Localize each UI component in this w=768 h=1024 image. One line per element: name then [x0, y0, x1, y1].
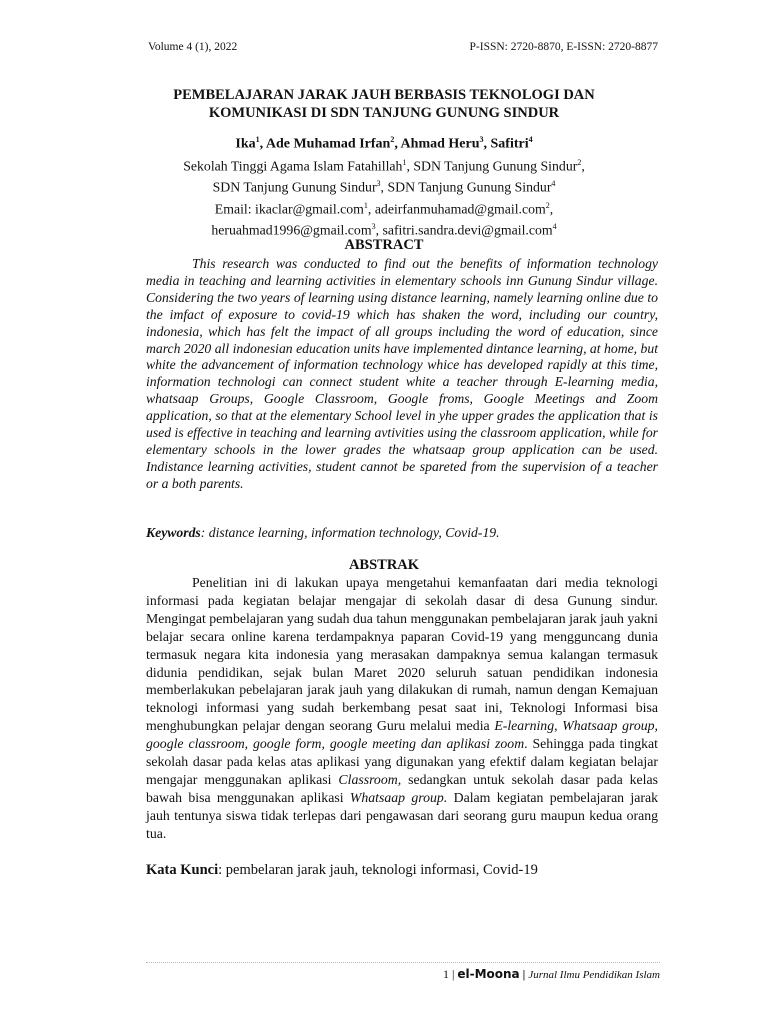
issn-header: P-ISSN: 2720-8870, E-ISSN: 2720-8877 [469, 41, 658, 53]
author-sup: 3 [479, 135, 484, 144]
email-address: heruahmad1996@gmail.com [211, 222, 372, 238]
author-name: Ade Muhamad Irfan [265, 136, 391, 152]
volume-header: Volume 4 (1), 2022 [148, 41, 238, 53]
email-address: safitri.sandra.devi@gmail.com [382, 222, 553, 238]
title-line-1: PEMBELAJARAN JARAK JAUH BERBASIS TEKNOLOGI DAN [173, 87, 595, 103]
email-label: Email: [214, 201, 252, 217]
author-sup: 2 [390, 135, 395, 144]
author-name: Safitri [490, 136, 529, 152]
keywords-label: Keywords [146, 525, 201, 540]
affiliation: Sekolah Tinggi Agama Islam Fatahillah [183, 158, 403, 174]
email-address: ikaclar@gmail.com [255, 201, 364, 217]
abstrak-heading: ABSTRAK [348, 557, 420, 573]
affiliation: SDN Tanjung Gunung Sindur [387, 179, 552, 195]
email-line-2: heruahmad1996@gmail.com$^3$, safitri.sandra.devi@gmail.com$^4$ [211, 222, 557, 238]
kata-kunci-label: Kata Kunci [146, 862, 219, 878]
keywords [146, 525, 500, 541]
email-line-1: Email: ikaclar@gmail.com$^1$, adeirfanmuhamad@gmail.com$^2$, [214, 200, 554, 217]
kata-kunci-text: : pembelaran jarak jauh, teknologi informasi, Covid-19 [218, 862, 538, 878]
abstract-heading: ABSTRACT [344, 237, 424, 253]
abstract-text: This research was conducted to find out the benefits of information technology media in teaching and learning activities in elementary schools inn Gunung Sindur village. Considering the two years of learning using distance learning, namely learning online due to the imfact of exposure to covid-19 which has shaken the word, including our country, indonesia, which has felt the impact of all groups including the word of education, since march 2020 all indonesian education units have implemented dintance learning, at home, but white the advancement of information technology whice has developed rapidly at this time, information technologi can connect student white a teacher through E-learning media, whatsaap Groups, Google Classroom, Google froms, Google Meetings and Zoom application, so that at the elementary School level in yhe upper grades the application that is used is effective in teaching and learning avtivities using the classroom application, while for elementary schools in the lower grades the whatsaap group application can be used. Indistance learning activities, student cannot be spareted from the supervision of a teacher or a both parents. [146, 256, 658, 491]
paper-title [130, 86, 638, 122]
title-line-2: KOMUNIKASI DI SDN TANJUNG GUNUNG SINDUR [208, 105, 560, 121]
author-sup: 1 [255, 135, 260, 144]
journal-brand: el-Moona [457, 967, 520, 981]
affiliations [110, 154, 658, 240]
email-address: adeirfanmuhamad@gmail.com [374, 201, 546, 217]
abstrak-text: Penelitian ini di lakukan upaya mengetahui kemanfaatan dari media teknologi informasi pada kegiatan belajar mengajar di sekolah dasar di desa Gunung sindur. Mengingat pembelajaran yang sudah dua tahun menggunakan pembelajaran jarak jauh yakni belajar secara online karena terdampaknya paparan Covid-19 yang mengguncang dunia termasuk negara kita indonesia yang merasakan dampaknya semua kalangan termasuk didunia pendidikan, sejak bulan Maret 2020 seluruh satuan pendidikan indonesia memberlakukan pebelajaran jarak jauh yang dilakukan di rumah, namun dengan Kemajuan teknologi informasi yang sudah berkembang pesat saat ini, Teknologi Informasi bisa menghubungkan pelajar dengan seorang Guru melalui media E-learning, Whatsaap group, google classroom, google form, google meeting dan aplikasi zoom. Sehingga pada tingkat sekolah dasar pada kelas atas aplikasi yang digunakan yang efektif dalam kegiatan belajar mengajar menggunakan aplikasi Classroom, sedangkan untuk sekolah dasar pada kelas bawah bisa menggunakan aplikasi Whatsaap group. Dalam kegiatan pembelajaran jarak jauh tentunya siswa tidak terlepas dari pengawasan dari seorang guru maupun kedua orang tua. [146, 575, 658, 841]
affiliation-line-2: SDN Tanjung Gunung Sindur$^3$, SDN Tanjung Gunung Sindur$^4$ [212, 179, 556, 195]
author-name: Ika [235, 136, 256, 152]
affiliation-line-1: Sekolah Tinggi Agama Islam Fatahillah$^1$, SDN Tanjung Gunung Sindur$^2$, [183, 158, 585, 174]
kata-kunci [146, 862, 538, 879]
author-list: Ika$^1$, Ade Muhamad Irfan$^2$, Ahmad Heru$^3$, Safitri$^4$ [235, 135, 533, 152]
keywords-text: : distance learning, information technology, Covid-19. [200, 525, 500, 540]
journal-name: Jurnal Ilmu Pendidikan Islam [528, 969, 660, 981]
author-sup: 4 [528, 135, 533, 144]
affiliation: SDN Tanjung Gunung Sindur [212, 179, 377, 195]
affiliation: SDN Tanjung Gunung Sindur [413, 158, 578, 174]
page-footer: 1 | el-Moona | Jurnal Ilmu Pendidikan Islam [442, 967, 660, 981]
author-name: Ahmad Heru [400, 136, 480, 152]
page-number: 1 [442, 967, 449, 981]
footer-divider [146, 962, 660, 963]
